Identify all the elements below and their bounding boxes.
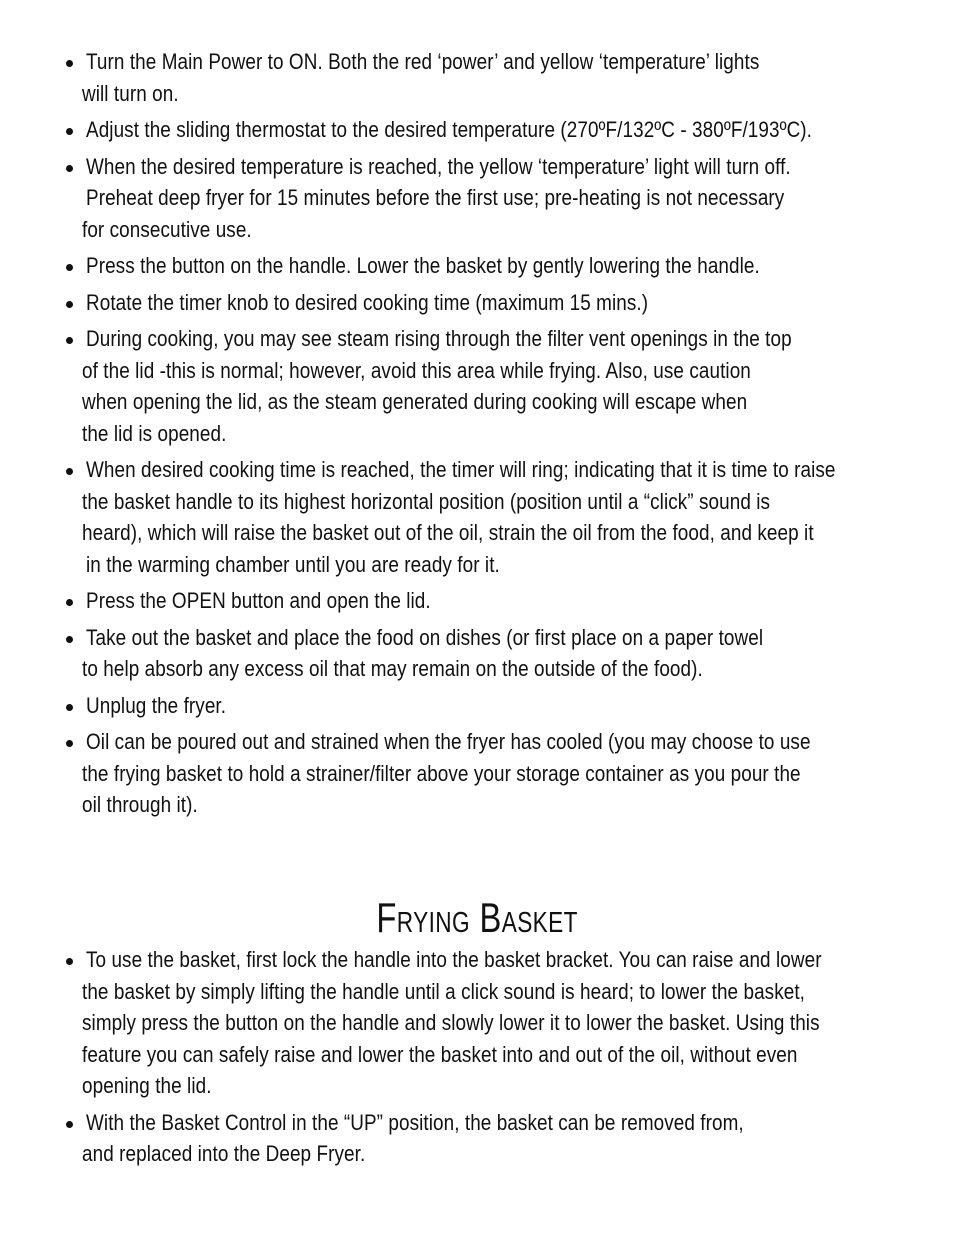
bullet-icon <box>66 468 73 475</box>
instructions-list <box>64 46 904 826</box>
text-line: With the Basket Control in the “UP” position, the basket can be removed from, <box>86 1109 744 1135</box>
bullet-icon <box>66 636 73 643</box>
text-line: Press the button on the handle. Lower the basket by gently lowering the handle. <box>86 253 760 278</box>
section-heading <box>0 890 954 946</box>
text-line: the basket by simply lifting the handle until a click sound is heard; to lower the basket, <box>82 978 806 1004</box>
text-line: feature you can safely raise and lower the basket into and out of the oil, without even <box>82 1041 798 1067</box>
text-line: opening the lid. <box>82 1073 212 1098</box>
text-line: Take out the basket and place the food on dishes (or first place on a paper towel <box>86 624 764 650</box>
list-item <box>64 454 904 580</box>
text-line: for consecutive use. <box>82 216 252 242</box>
bullet-icon <box>66 704 73 711</box>
text-line: the frying basket to hold a strainer/filter above your storage container as you pour the <box>82 760 801 786</box>
text-line: of the lid -this is normal; however, avoid this area while frying. Also, use caution <box>82 357 751 383</box>
text-line: when opening the lid, as the steam generated during cooking will escape when <box>82 389 748 414</box>
text-line: Adjust the sliding thermostat to the desired temperature (270ºF/132ºC - 380ºF/193ºC). <box>86 117 813 142</box>
bullet-icon <box>66 264 73 271</box>
text-line: Press the OPEN button and open the lid. <box>86 588 431 613</box>
list-item <box>64 323 904 449</box>
bullet-icon <box>66 60 73 67</box>
text-line: in the warming chamber until you are ready for it. <box>86 551 500 577</box>
bullet-icon <box>66 958 73 965</box>
bullet-icon <box>66 337 73 344</box>
text-line: will turn on. <box>82 80 179 106</box>
list-item <box>64 690 904 722</box>
text-line: During cooking, you may see steam rising through the filter vent openings in the top <box>86 326 792 351</box>
text-line: Unplug the fryer. <box>86 692 227 718</box>
text-line: and replaced into the Deep Fryer. <box>82 1141 366 1166</box>
text-line: the lid is opened. <box>82 420 227 446</box>
bullet-icon <box>66 599 73 606</box>
text-line: heard), which will raise the basket out of the oil, strain the oil from the food, and keep it <box>82 520 814 545</box>
text-line: Rotate the timer knob to desired cooking time (maximum 15 mins.) <box>86 289 649 315</box>
text-line: to help absorb any excess oil that may remain on the outside of the food). <box>82 656 703 681</box>
text-line: When desired cooking time is reached, the timer will ring; indicating that it is time to raise <box>86 457 836 482</box>
list-item <box>64 1107 904 1170</box>
list-item <box>64 585 904 617</box>
bullet-icon <box>66 740 73 747</box>
section-heading-text: Frying Basket <box>376 894 578 941</box>
list-item <box>64 726 904 821</box>
text-line: Preheat deep fryer for 15 minutes before the first use; pre-heating is not necessary <box>86 185 785 210</box>
bullet-icon <box>66 1121 73 1128</box>
text-line: Turn the Main Power to ON. Both the red ‘power’ and yellow ‘temperature’ lights <box>86 49 760 74</box>
text-line: To use the basket, first lock the handle into the basket bracket. You can raise and lower <box>86 947 822 972</box>
list-item <box>64 151 904 246</box>
list-item <box>64 250 904 282</box>
list-item <box>64 287 904 319</box>
text-line: Oil can be poured out and strained when the fryer has cooled (you may choose to use <box>86 729 811 754</box>
bullet-icon <box>66 128 73 135</box>
list-item <box>64 114 904 146</box>
text-line: oil through it). <box>82 792 198 817</box>
list-item <box>64 944 904 1102</box>
text-line: When the desired temperature is reached, the yellow ‘temperature’ light will turn off. <box>86 153 791 179</box>
text-line: the basket handle to its highest horizontal position (position until a “click” sound is <box>82 488 771 514</box>
bullet-icon <box>66 165 73 172</box>
text-line: simply press the button on the handle and slowly lower it to lower the basket. Using this <box>82 1010 820 1035</box>
list-item <box>64 622 904 685</box>
list-item <box>64 46 904 109</box>
bullet-icon <box>66 301 73 308</box>
frying-basket-list <box>64 944 904 1175</box>
